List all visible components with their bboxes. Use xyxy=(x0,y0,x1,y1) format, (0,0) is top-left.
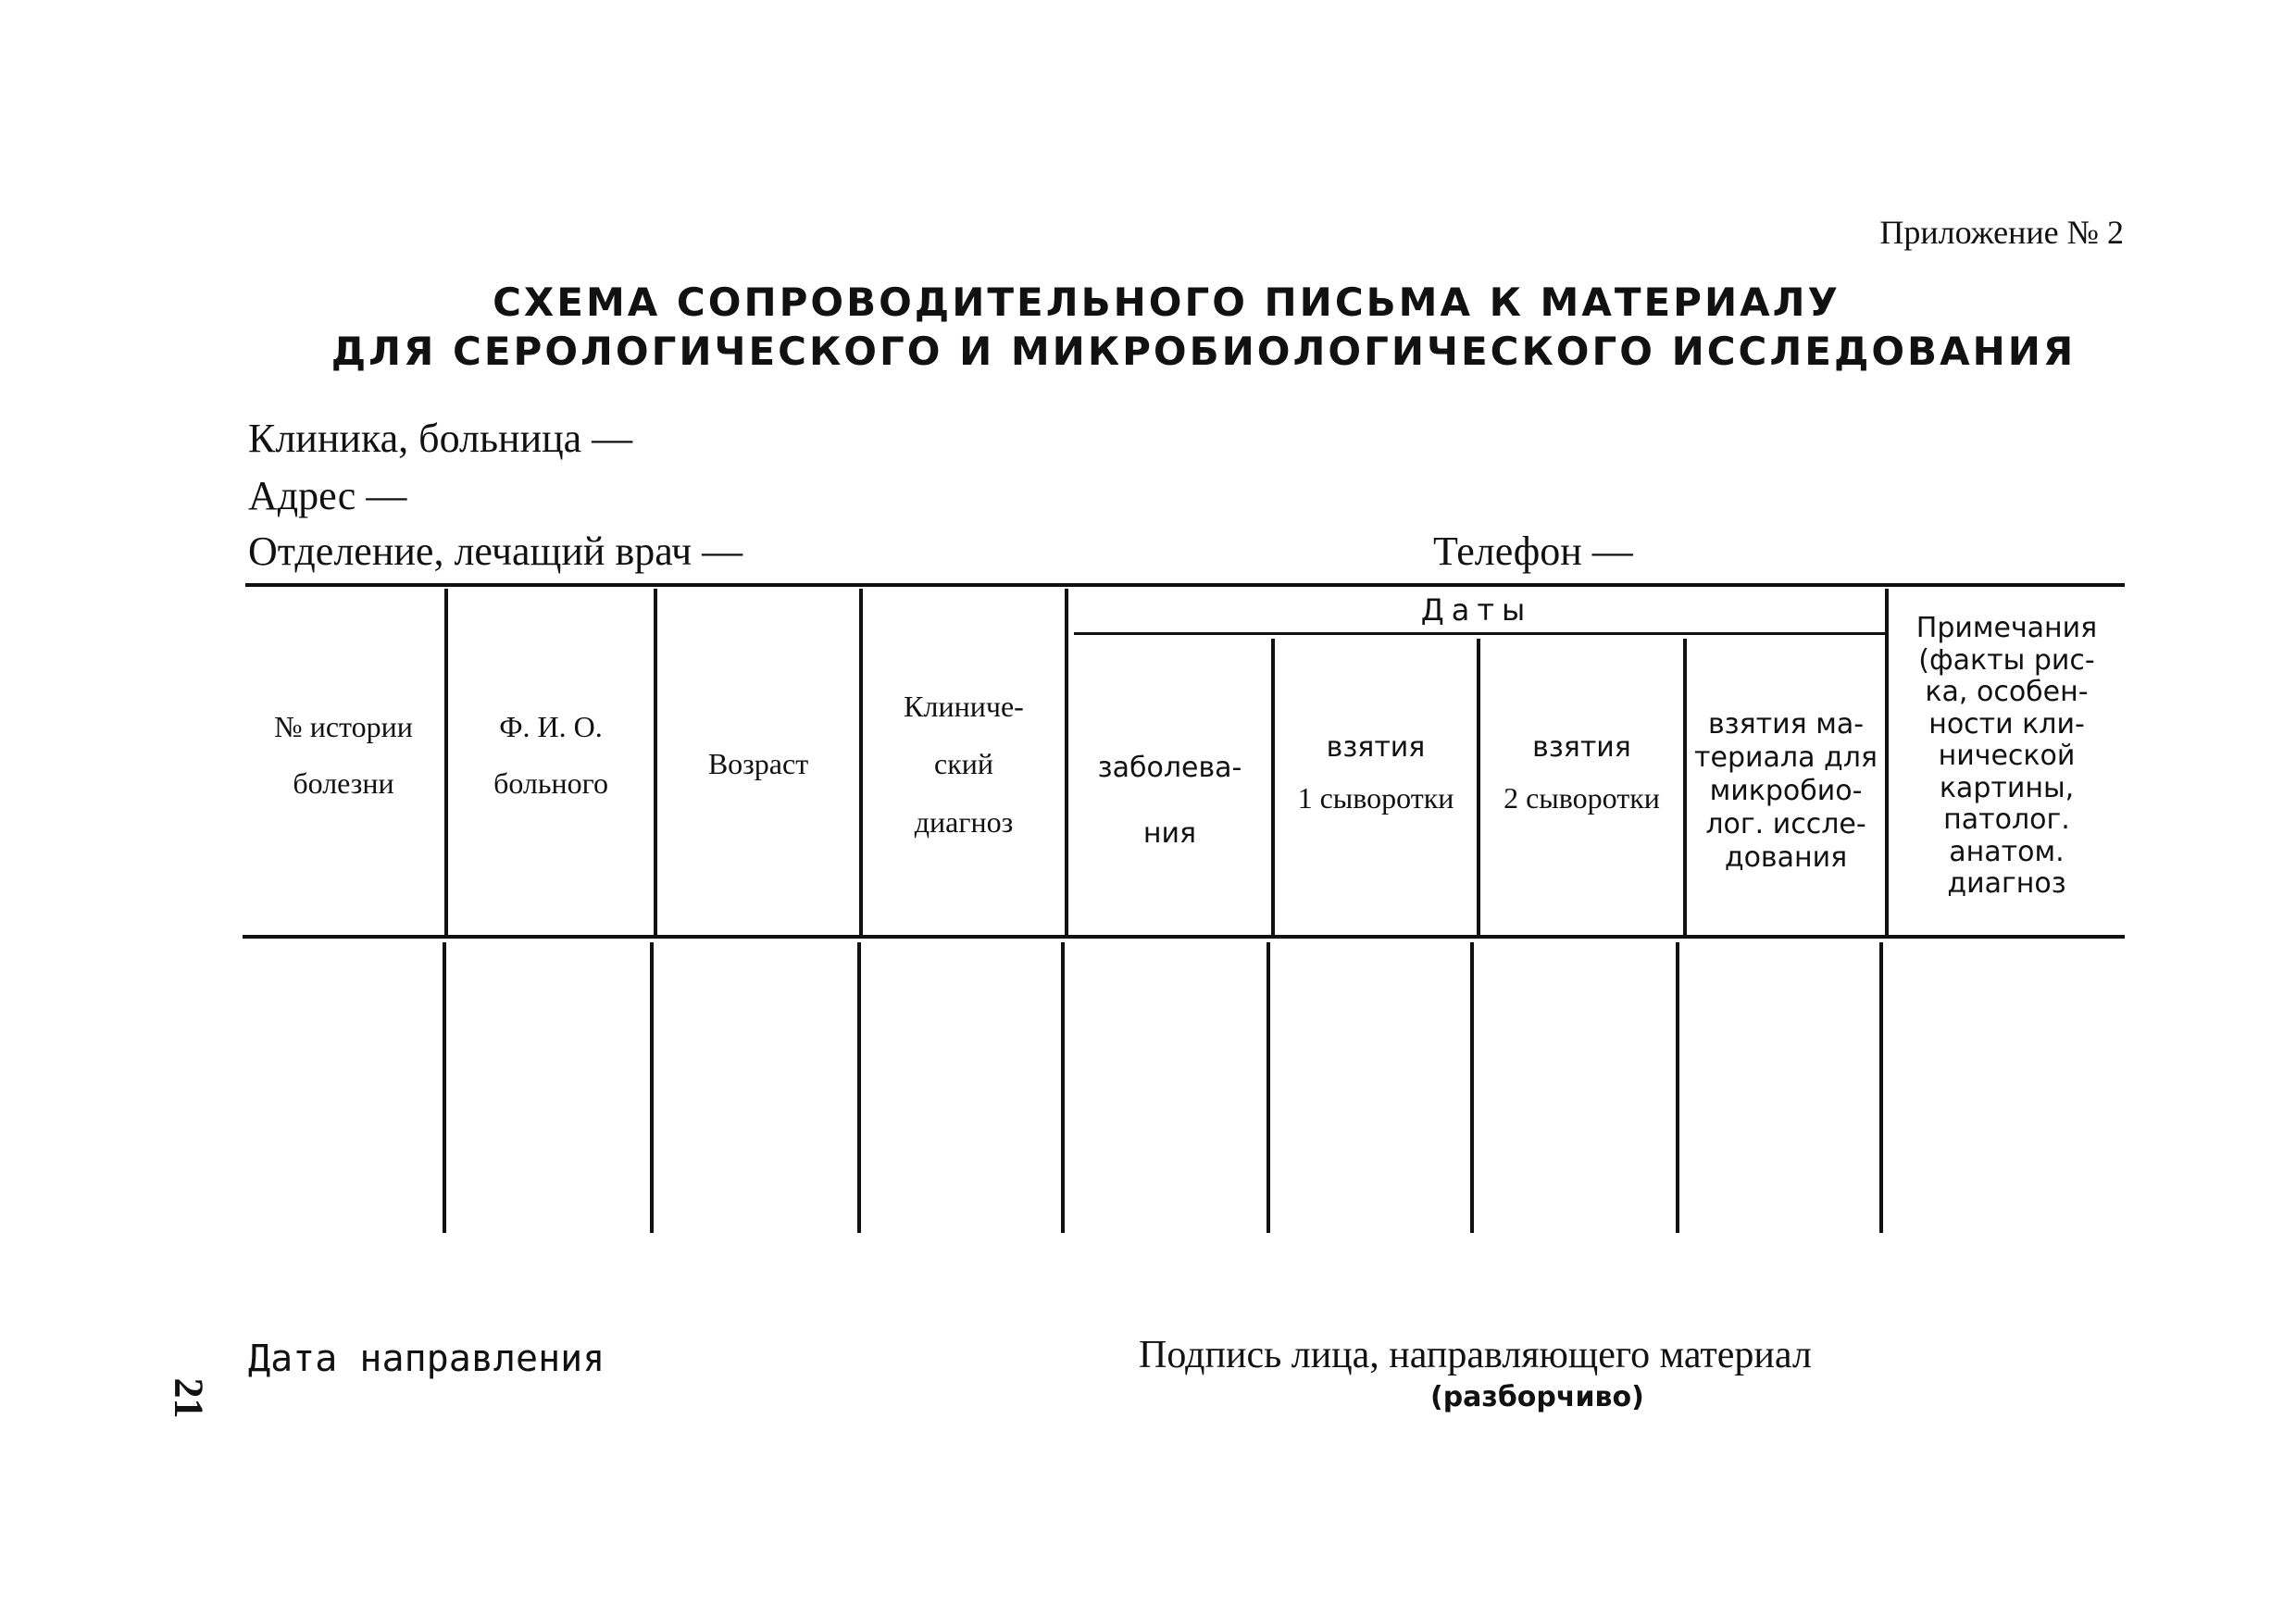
referral-date-label: Дата направления xyxy=(248,1338,605,1380)
header-text: Примечания xyxy=(1915,612,2098,644)
clinic-field-label: Клиника, больница — xyxy=(248,416,633,461)
header-text: териала для xyxy=(1694,741,1878,774)
header-text: ка, особен- xyxy=(1925,676,2089,708)
header-full-name xyxy=(448,699,654,812)
header-material-date xyxy=(1687,708,1885,875)
page-number: 21 xyxy=(166,1377,212,1419)
header-text: картины, xyxy=(1939,771,2075,804)
header-text: взятия xyxy=(1326,731,1426,764)
header-text: дования xyxy=(1724,841,1848,874)
header-text: 1 сыворотки xyxy=(1297,781,1454,815)
header-text: Ф. И. О. xyxy=(499,710,603,743)
header-age xyxy=(657,736,859,792)
header-illness-date xyxy=(1068,736,1271,866)
header-text: микробио- xyxy=(1709,775,1863,807)
header-text: (факты рис- xyxy=(1918,643,2095,677)
table-top-border xyxy=(245,583,2125,587)
address-field-label: Адрес — xyxy=(248,473,407,518)
header-notes xyxy=(1889,613,2125,901)
document-title-line-2: ДЛЯ СЕРОЛОГИЧЕСКОГО И МИКРОБИОЛОГИЧЕСКОГО ИССЛЕДОВАНИЯ xyxy=(331,329,2077,374)
header-text: патолог. xyxy=(1943,803,2070,836)
header-text: больного xyxy=(493,765,608,800)
dates-divider xyxy=(1074,632,1889,635)
header-text: взятия xyxy=(1532,731,1631,764)
header-text: ский xyxy=(934,747,993,781)
dates-group-header: Даты xyxy=(1420,592,1533,628)
header-serum2-date xyxy=(1480,731,1683,833)
header-text: взятия ма- xyxy=(1707,708,1865,741)
header-text: анатом. xyxy=(1949,835,2065,868)
header-text: Возраст xyxy=(707,747,809,780)
table-header-bottom-border xyxy=(243,935,2125,939)
header-text: болезни xyxy=(293,765,394,800)
header-serum1-date xyxy=(1275,731,1477,833)
header-clinical-diagnosis xyxy=(863,678,1065,851)
header-text: ности кли- xyxy=(1928,707,2085,741)
header-text: ния xyxy=(1142,816,1197,850)
header-text: заболева- xyxy=(1097,752,1242,784)
table-empty-row[interactable] xyxy=(243,942,2125,1233)
header-text: диагноз xyxy=(914,804,1014,839)
header-text: № истории xyxy=(274,710,413,743)
appendix-label: Приложение № 2 xyxy=(1879,214,2124,251)
signature-note: (разборчиво) xyxy=(1430,1381,1644,1413)
header-text: 2 сыворотки xyxy=(1504,781,1660,815)
header-text: диагноз xyxy=(1947,867,2066,900)
department-field-label: Отделение, лечащий врач — xyxy=(248,529,743,574)
signature-label: Подпись лица, направляющего материал xyxy=(1139,1334,1812,1376)
phone-field-label: Телефон — xyxy=(1433,529,1633,574)
header-history-number xyxy=(243,699,444,812)
header-text: Клиниче- xyxy=(904,690,1024,723)
document-title-line-1: СХЕМА СОПРОВОДИТЕЛЬНОГО ПИСЬМА К МАТЕРИАЛУ xyxy=(493,280,1841,325)
header-text: лог. иссле- xyxy=(1705,808,1866,840)
header-text: нической xyxy=(1938,740,2076,772)
